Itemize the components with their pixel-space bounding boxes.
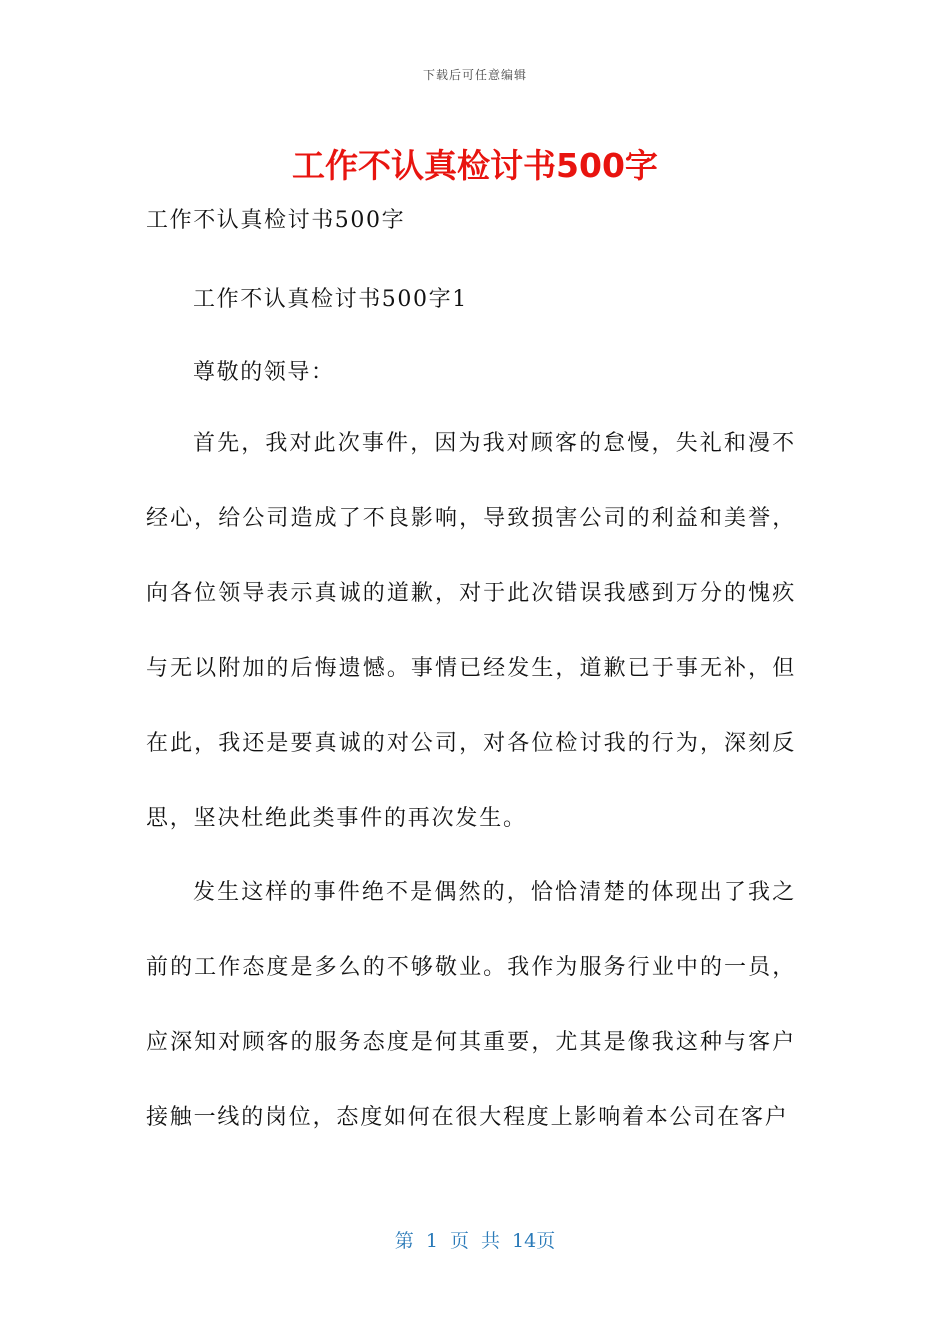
header-note: 下载后可任意编辑 xyxy=(422,68,527,82)
page-number: 第 1 页 共 14页 xyxy=(394,1230,556,1252)
section-heading: 工作不认真检讨书500字1 xyxy=(193,287,468,312)
document-title: 工作不认真检讨书500字 xyxy=(292,146,658,185)
salutation: 尊敬的领导： xyxy=(193,360,335,385)
paragraph: 发生这样的事件绝不是偶然的，恰恰清楚的体现出了我之前的工作态度是多么的不够敬业。我作为服务行业中的一员，应深知对顾客的服务态度是何其重要，尤其是像我这种与客户接触一线的岗位，态度如何在很大程度上影响着本公司在客户 xyxy=(146,880,796,1130)
document-subtitle: 工作不认真检讨书500字 xyxy=(146,208,406,233)
paragraph: 首先，我对此次事件，因为我对顾客的怠慢，失礼和漫不经心，给公司造成了不良影响，导致损害公司的利益和美誉，向各位领导表示真诚的道歉，对于此次错误我感到万分的愧疚与无以附加的后悔遗憾。事情已经发生，道歉已于事无补，但在此，我还是要真诚的对公司，对各位检讨我的行为，深刻反思，坚决杜绝此类事件的再次发生。 xyxy=(146,431,796,831)
